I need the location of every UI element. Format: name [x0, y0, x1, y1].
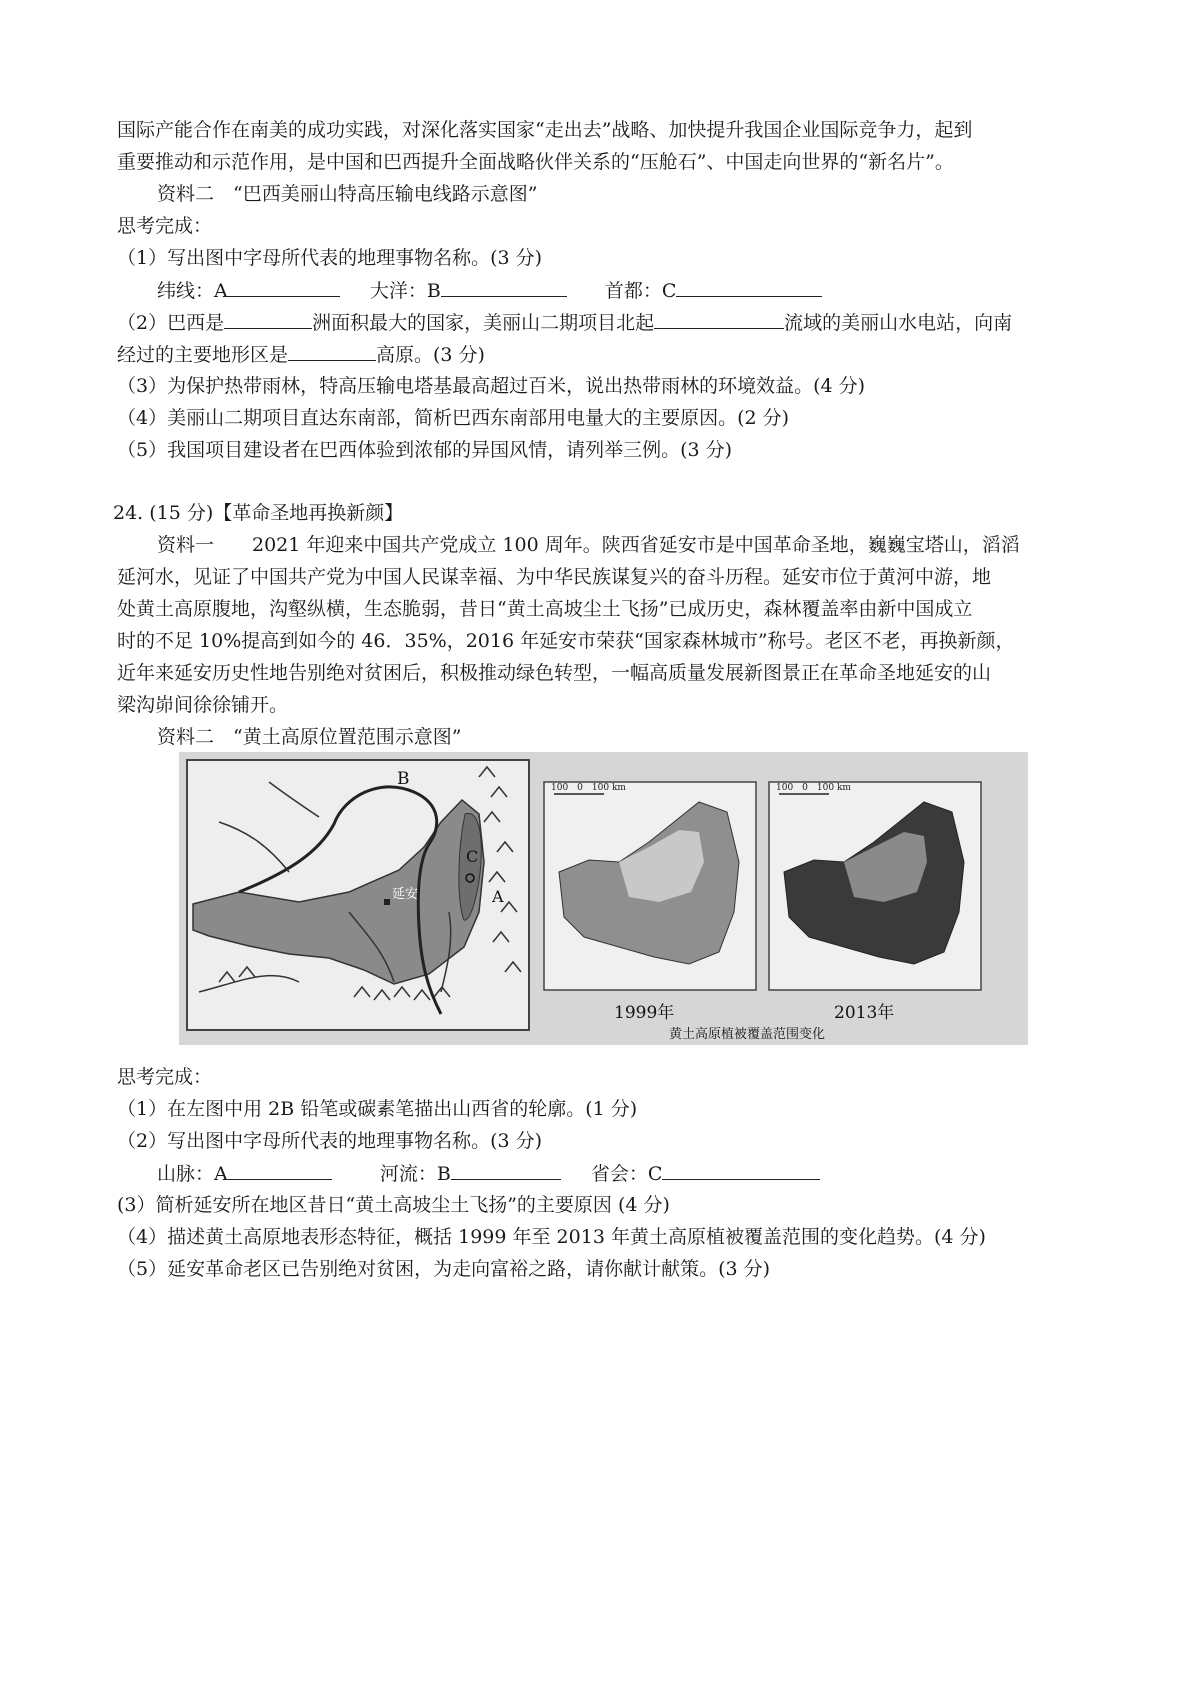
answer-blank[interactable]: [441, 276, 567, 297]
q23-q2-text: 高原。(3 分): [376, 344, 485, 366]
label-b: B: [397, 769, 410, 789]
q24-q2-label-a: 山脉：A: [157, 1163, 228, 1185]
q24-material1-line: 梁沟峁间徐徐铺开。: [117, 694, 289, 716]
q23-think-heading: 思考完成：: [117, 215, 213, 237]
scale-label-1999: 100 0 100 km: [551, 783, 626, 793]
answer-blank[interactable]: [662, 1159, 820, 1180]
answer-blank[interactable]: [288, 340, 376, 361]
q24-material1-line: 资料一 2021 年迎来中国共产党成立 100 周年。陕西省延安市是中国革命圣地，巍巍宝塔山，滔滔: [157, 534, 1020, 556]
q23-question-3: （3）为保护热带雨林，特高压输电塔基最高超过百米，说出热带雨林的环境效益。(4 分): [117, 375, 866, 397]
q23-q2-text: （2）巴西是: [117, 312, 225, 334]
q24-q2-label-c: 省会：C: [590, 1163, 663, 1185]
q23-paragraph-line: 重要推动和示范作用，是中国和巴西提升全面战略伙伴关系的“压舱石”、中国走向世界的“新名片”。: [117, 151, 954, 173]
q23-q1-label-b: 大洋：B: [369, 280, 441, 302]
answer-blank[interactable]: [654, 308, 784, 329]
q24-material1-line: 近年来延安历史性地告别绝对贫困后，积极推动绿色转型，一幅高质量发展新图景正在革命圣地延安的山: [117, 662, 992, 684]
answer-blank[interactable]: [228, 1159, 332, 1180]
loess-plateau-maps: [179, 752, 1028, 1045]
q23-q1-answer-row: [157, 276, 822, 305]
q23-material2-title: 资料二 “巴西美丽山特高压输电线路示意图”: [157, 183, 538, 205]
q24-question-3: (3）简析延安所在地区昔日“黄土高坡尘土飞扬”的主要原因 (4 分): [117, 1194, 670, 1216]
q23-q2-text: 洲面积最大的国家，美丽山二期项目北起: [312, 312, 655, 334]
q24-material1-line: 处黄土高原腹地，沟壑纵横，生态脆弱，昔日“黄土高坡尘土飞扬”已成历史，森林覆盖率由新中国成立: [117, 598, 973, 620]
q24-question-2: （2）写出图中字母所代表的地理事物名称。(3 分): [117, 1130, 543, 1152]
answer-blank[interactable]: [676, 276, 822, 297]
q24-question-5: （5）延安革命老区已告别绝对贫困，为走向富裕之路，请你献计献策。(3 分): [117, 1258, 771, 1280]
q24-material1-line: 时的不足 10%提高到如今的 46．35%，2016 年延安市荣获“国家森林城市”称号。老区不老，再换新颜，: [117, 630, 1015, 652]
q23-question-2: [117, 308, 1012, 337]
q24-material2-title: 资料二 “黄土高原位置范围示意图”: [157, 726, 462, 748]
answer-blank[interactable]: [224, 308, 312, 329]
figure-caption: 黄土高原植被覆盖范围变化: [669, 1027, 826, 1042]
year-1999-label: 1999年: [614, 1003, 675, 1023]
q23-q1-label-c: 首都：C: [604, 280, 677, 302]
year-2013-label: 2013年: [834, 1003, 895, 1023]
yanan-marker: [384, 899, 390, 905]
q23-question-1: （1）写出图中字母所代表的地理事物名称。(3 分): [117, 247, 543, 269]
q23-paragraph-line: 国际产能合作在南美的成功实践，对深化落实国家“走出去”战略、加快提升我国企业国际竞争力，起到: [117, 119, 973, 141]
q24-heading: 24. (15 分)【革命圣地再换新颜】: [113, 502, 404, 524]
q24-q2-label-b: 河流：B: [379, 1163, 451, 1185]
label-yanan: 延安: [392, 887, 419, 902]
q24-q2-answer-row: [157, 1159, 820, 1188]
scale-label-2013: 100 0 100 km: [776, 783, 851, 793]
q24-think-heading: 思考完成：: [117, 1066, 213, 1088]
q23-question-5: （5）我国项目建设者在巴西体验到浓郁的异国风情，请列举三例。(3 分): [117, 439, 733, 461]
q23-q2-text: 经过的主要地形区是: [117, 344, 289, 366]
q24-question-1: （1）在左图中用 2B 铅笔或碳素笔描出山西省的轮廓。(1 分): [117, 1098, 638, 1120]
q23-q1-label-a: 纬线：A: [157, 280, 228, 302]
q23-question-2-cont: [117, 340, 485, 369]
q24-question-4: （4）描述黄土高原地表形态特征，概括 1999 年至 2013 年黄土高原植被覆盖范围的变化趋势。(4 分): [117, 1226, 986, 1248]
loess-plateau-figure: [179, 752, 1028, 1045]
answer-blank[interactable]: [451, 1159, 561, 1180]
label-a: A: [492, 887, 504, 906]
answer-blank[interactable]: [228, 276, 340, 297]
q24-material1-line: 延河水，见证了中国共产党为中国人民谋幸福、为中华民族谋复兴的奋斗历程。延安市位于黄河中游，地: [117, 566, 992, 588]
label-c: C: [466, 847, 479, 866]
q23-q2-text: 流域的美丽山水电站，向南: [784, 312, 1013, 334]
q23-question-4: （4）美丽山二期项目直达东南部，简析巴西东南部用电量大的主要原因。(2 分): [117, 407, 790, 429]
